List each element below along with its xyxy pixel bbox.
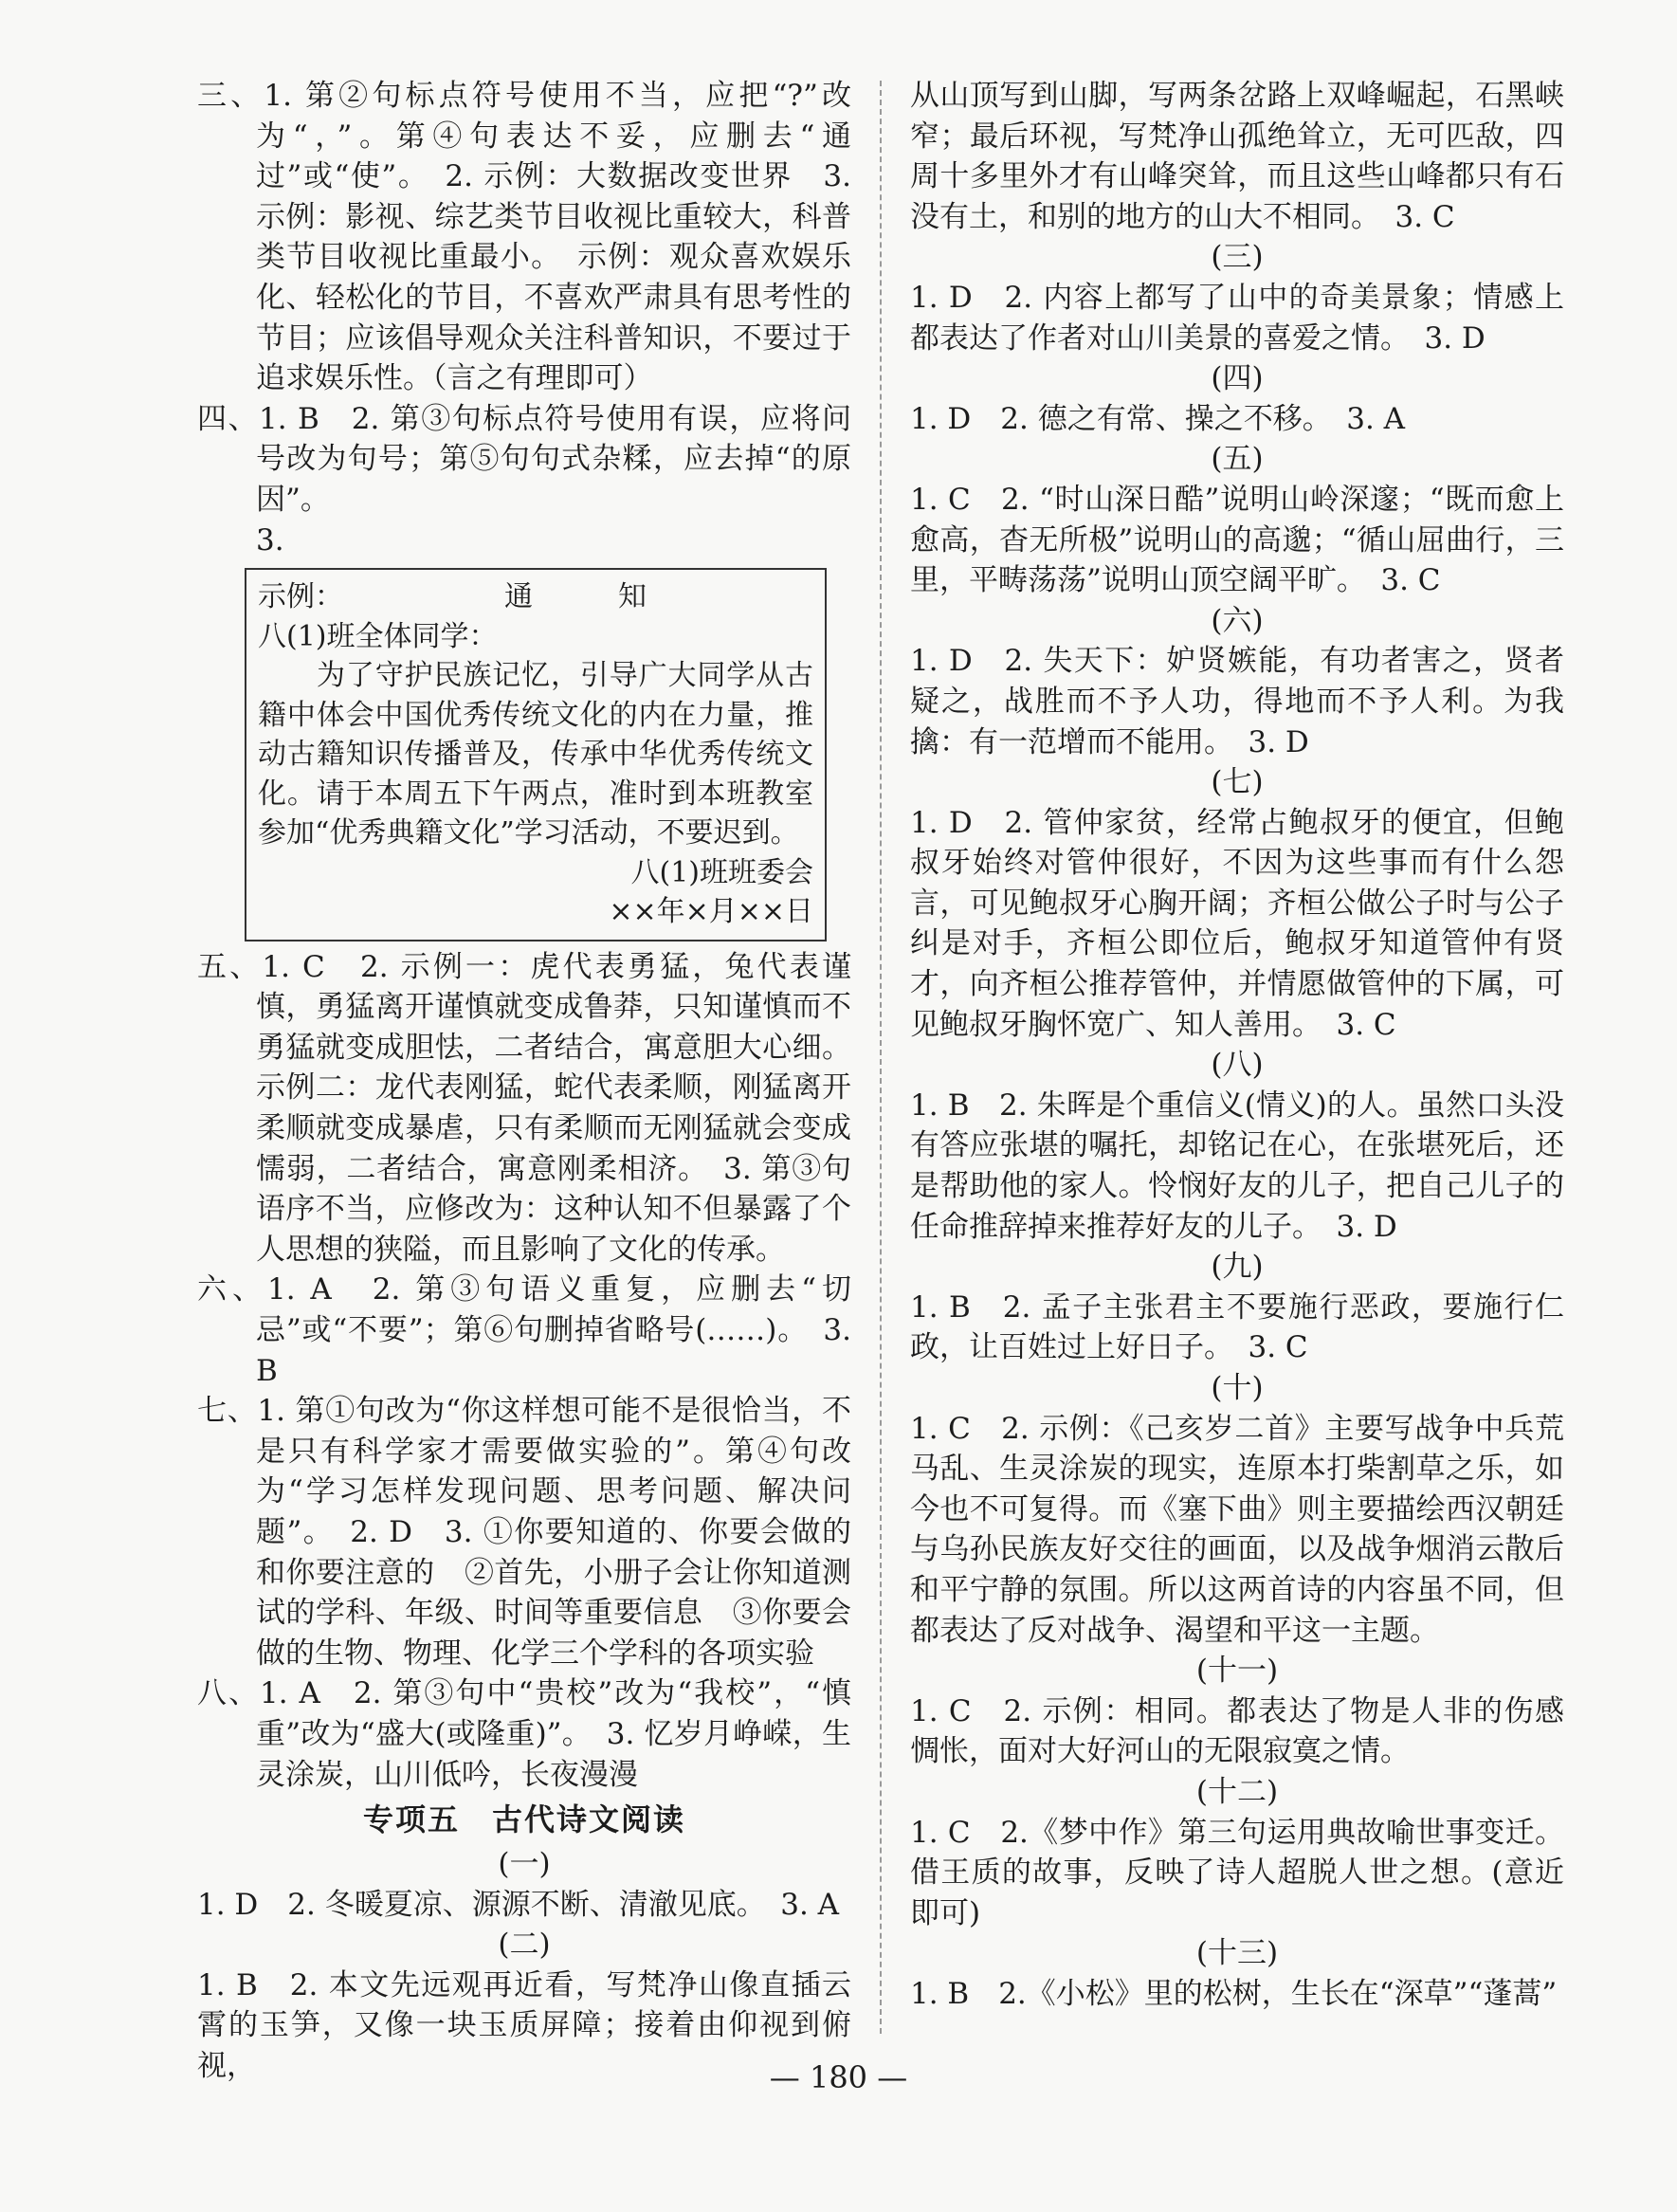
notice-label: 示例： bbox=[258, 580, 343, 614]
answer-sub-11: 1. C 2. 示例：相同。都表达了物是人非的伤感惆怅，面对大好河山的无限寂寞之情。 bbox=[910, 1693, 1564, 1769]
column-divider bbox=[880, 81, 882, 2034]
sub-heading-10: (十) bbox=[1211, 1371, 1264, 1405]
sub-heading-4: (四) bbox=[1211, 361, 1264, 396]
notice-signer: 八(1)班班委会 bbox=[630, 855, 813, 889]
sub-heading-6: (六) bbox=[1211, 603, 1264, 638]
sub-heading-1: (一) bbox=[498, 1847, 551, 1882]
notice-body: 为了守护民族记忆，引导广大同学从古籍中体会中国优秀传统文化的内在力量，推动古籍知识传播普及，传承中华优秀传统文化。请于本周五下午两点，准时到本班教室参加“优秀典籍文化”学习活动，不要迟到。 bbox=[258, 659, 813, 850]
notice-title: 通 知 bbox=[504, 580, 675, 614]
sub-heading-11: (十一) bbox=[1195, 1654, 1279, 1689]
sub-heading-13: (十三) bbox=[1195, 1936, 1279, 1971]
answer-sub-1: 1. D 2. 冬暖夏凉、源源不断、清澈见底。 3. A bbox=[197, 1887, 840, 1922]
answer-sub-6: 1. D 2. 失天下：妒贤嫉能，有功者害之，贤者疑之，战胜而不予人功，得地而不予人利。为我擒：有一范增而不能用。 3. D bbox=[910, 644, 1564, 759]
notice-box bbox=[245, 568, 827, 941]
answer-section-5: 五、1. C 2. 示例一：虎代表勇猛，兔代表谨慎，勇猛离开谨慎就变成鲁莽，只知谨慎而不勇猛就变成胆怯，二者结合，寓意胆大心细。示例二：龙代表刚猛，蛇代表柔顺，刚猛离开柔顺就变成暴虐，只有柔顺而无刚猛就会变成懦弱，二者结合，寓意刚柔相济。 3. 第③句语序不当，应修改为：这种认知不但暴露了个人思想的狭隘，而且影响了文化的传承。 bbox=[197, 949, 851, 1267]
sub-heading-12: (十二) bbox=[1195, 1774, 1279, 1809]
answer-sub-12: 1. C 2.《梦中作》第三句运用典故喻世事变迁。借王质的故事，反映了诗人超脱人世之想。(意近即可) bbox=[910, 1815, 1564, 1930]
answer-sub-4: 1. D 2. 德之有常、操之不移。 3. A bbox=[910, 401, 1406, 436]
sub-heading-5: (五) bbox=[1211, 442, 1264, 477]
page-number: — 180 — bbox=[769, 2059, 908, 2095]
sub-heading-8: (八) bbox=[1211, 1048, 1264, 1083]
answer-section-7: 七、1. 第①句改为“你这样想可能不是很恰当，不是只有科学家才需要做实验的”。第④句改为“学习怎样发现问题、思考问题、解决问题”。 2. D 3. ①你要知道的、你要会做的和你要注意的 ②首先，小册子会让你知道测试的学科、年级、时间等重要信息 ③你要会做的生物、物理、化学三个学科的各项实验 bbox=[197, 1394, 851, 1671]
left-column bbox=[197, 76, 851, 2087]
answer-sub-5: 1. C 2. “时山深日酷”说明山岭深邃；“既而愈上愈高，杳无所极”说明山的高邈；“循山屈曲行，三里，平畴荡荡”说明山顶空阔平旷。 3. C bbox=[910, 482, 1564, 598]
answer-sub-2: 1. B 2. 本文先远观再近看，写梵净山像直插云霄的玉笋，又像一块玉质屏障；接着由仰视到俯视， bbox=[197, 1967, 851, 2084]
answer-sub-2-cont: 从山顶写到山脚，写两条岔路上双峰崛起，石黑峡窄；最后环视，写梵净山孤绝耸立，无可匹敌，四周十多里外才有山峰突耸，而且这些山峰都只有石没有土，和别的地方的山大不相同。 3. C bbox=[910, 79, 1564, 234]
answer-4-3-label: 3. bbox=[256, 522, 284, 558]
notice-salutation: 八(1)班全体同学： bbox=[258, 619, 498, 653]
sub-heading-3: (三) bbox=[1211, 240, 1264, 275]
notice-date: ××年×月××日 bbox=[609, 895, 813, 929]
sub-heading-2: (二) bbox=[498, 1928, 551, 1963]
answer-section-3: 三、1. 第②句标点符号使用不当，应把“?”改为“，”。第④句表达不妥，应删去“通过”或“使”。 2. 示例：大数据改变世界 3. 示例：影视、综艺类节目收视比重较大，科普类节目收视比重最小。 示例：观众喜欢娱乐化、轻松化的节目，不喜欢严肃具有思考性的节目；应该倡导观众关注科普知识，不要过于追求娱乐性。（言之有理即可） bbox=[197, 79, 851, 396]
answer-sub-7: 1. D 2. 管仲家贫，经常占鲍叔牙的便宜，但鲍叔牙始终对管仲很好，不因为这些事而有什么怨言，可见鲍叔牙心胸开阔；齐桓公做公子时与公子纠是对手，齐桓公即位后，鲍叔牙知道管仲有贤才，向齐桓公推荐管仲，并情愿做管仲的下属，可见鲍叔牙胸怀宽广、知人善用。 3. C bbox=[910, 805, 1564, 1042]
answer-section-6: 六、1. A 2. 第③句语义重复，应删去“切忌”或“不要”；第⑥句删掉省略号(……)。 3. B bbox=[197, 1272, 851, 1388]
sub-heading-9: (九) bbox=[1211, 1250, 1264, 1285]
answer-section-8: 八、1. A 2. 第③句中“贵校”改为“我校”，“慎重”改为“盛大(或隆重)”。 3. 忆岁月峥嵘，生灵涂炭，山川低吟，长夜漫漫 bbox=[197, 1676, 851, 1792]
answer-sub-10: 1. C 2. 示例：《己亥岁二首》主要写战争中兵荒马乱、生灵涂炭的现实，连原本打柴割草之乐，如今也不可复得。而《塞下曲》则主要描绘西汉朝廷与乌孙民族友好交往的画面，以及战争烟消云散后和平宁静的氛围。所以这两首诗的内容虽不同，但都表达了反对战争、渴望和平这一主题。 bbox=[910, 1411, 1564, 1648]
answer-sub-8: 1. B 2. 朱晖是个重信义(情义)的人。虽然口头没有答应张堪的嘱托，却铭记在心，在张堪死后，还是帮助他的家人。怜悯好友的儿子，把自己儿子的任命推辞掉来推荐好友的儿子。 3. D bbox=[910, 1088, 1564, 1244]
answer-sub-3: 1. D 2. 内容上都写了山中的奇美景象；情感上都表达了作者对山川美景的喜爱之情。 3. D bbox=[910, 280, 1564, 356]
answer-sub-9: 1. B 2. 孟子主张君主不要施行恶政，要施行仁政，让百姓过上好日子。 3. C bbox=[910, 1289, 1564, 1365]
sub-heading-7: (七) bbox=[1211, 765, 1264, 800]
answer-sub-13: 1. B 2.《小松》里的松树，生长在“深草”“蓬蒿” bbox=[910, 1976, 1558, 2011]
right-column bbox=[910, 76, 1564, 2015]
section-title: 专项五 古代诗文阅读 bbox=[362, 1801, 685, 1838]
answer-section-4: 四、1. B 2. 第③句标点符号使用有误，应将问号改为句号；第⑤句句式杂糅，应去掉“的原因”。 bbox=[197, 401, 851, 517]
